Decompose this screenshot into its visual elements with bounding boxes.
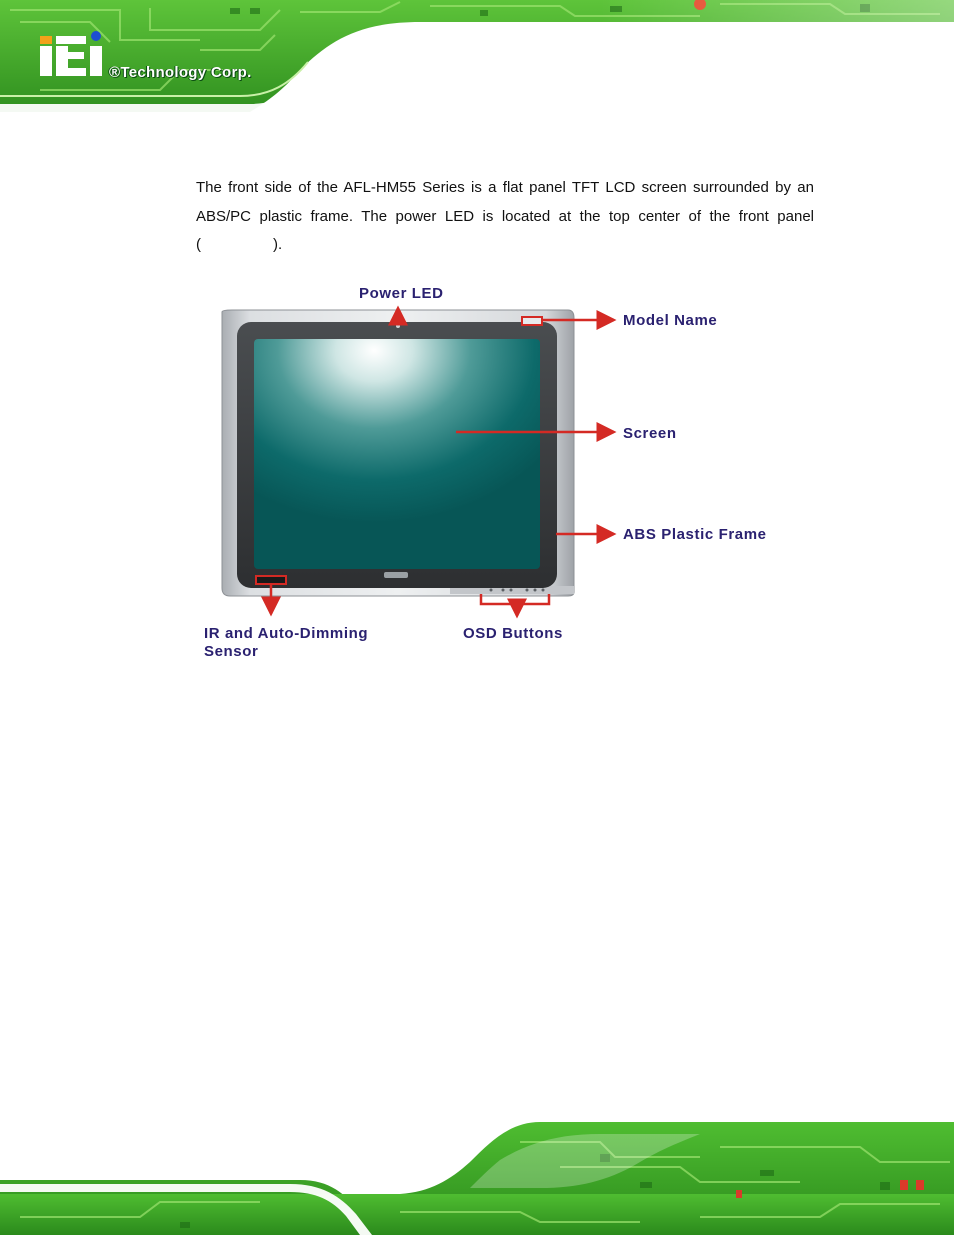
ir-sensor [256,576,286,584]
callout-ir-sensor-line1: IR and Auto-Dimming [204,625,369,642]
header-banner [0,0,954,112]
company-logo [38,30,108,78]
intro-paren-close: ). [273,236,283,253]
circuit-board-graphic-footer [0,1122,954,1235]
intro-line-2: ABS/PC plastic frame. The power LED is located at the top center of the front panel [196,207,814,225]
callout-ir-sensor [204,625,368,661]
intro-paragraph [196,174,814,260]
abs-plastic-frame [222,310,574,596]
model-name-plate [522,317,542,325]
power-led [396,316,400,328]
intro-line-3 [196,231,814,260]
callout-power-led: Power LED [359,285,444,302]
iei-logo-icon [38,30,108,78]
callout-osd-buttons: OSD Buttons [463,625,563,642]
intro-line-1: The front side of the AFL-HM55 Series is a flat panel TFT LCD screen surrounded by an [196,179,814,196]
screen-bezel [237,322,557,588]
callout-model-name: Model Name [623,312,718,329]
footer-banner [0,1122,954,1235]
osd-bracket [481,594,549,604]
callout-screen: Screen [623,425,677,442]
osd-button-row [490,589,545,592]
circuit-board-graphic [0,0,954,112]
lcd-screen [254,339,540,569]
company-tagline: ®Technology Corp. [109,64,252,81]
callout-abs-frame: ABS Plastic Frame [623,526,767,543]
callout-ir-sensor-line2: Sensor [204,643,259,660]
intro-paren-open: ( [196,236,201,253]
